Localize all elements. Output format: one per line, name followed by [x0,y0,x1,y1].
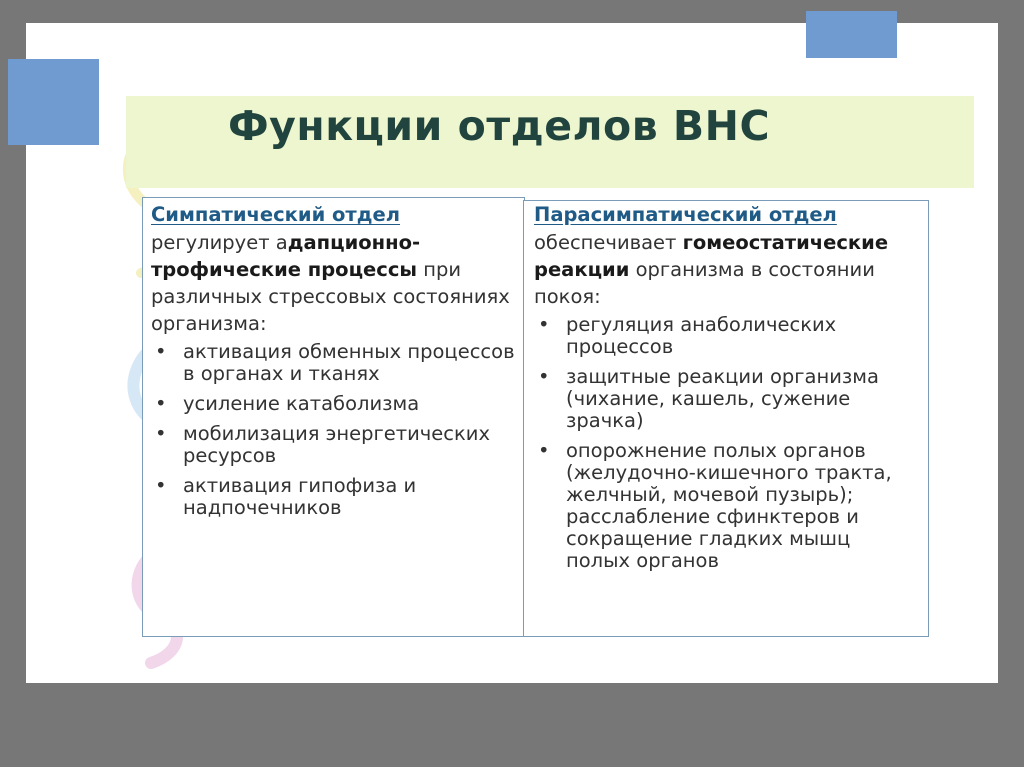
column-heading: Симпатический отдел [151,203,400,226]
blue-square-decoration [806,11,897,58]
lead-emphasis: гомеостатические реакции [534,231,889,281]
lead-text: обеспечивает [534,231,677,254]
list-item: • активация гипофиза и надпочечников [151,475,516,519]
list-item: • мобилизация энергетических ресурсов [151,423,516,467]
sympathetic-column [142,197,525,637]
list-item: • активация обменных процессов в органах и тканях [151,341,516,385]
lead-text: при различных стрессовых состояниях организма: [151,258,510,335]
lead-text: регулирует а [151,231,288,254]
list-item: • усиление катаболизма [151,393,516,415]
column-lead [151,229,516,337]
function-list [534,314,920,572]
lead-text: организма в состоянии покоя: [534,258,875,308]
list-item: • регуляция анаболических процессов [534,314,920,358]
lead-emphasis: дапционно-трофические процессы [151,231,421,281]
parasympathetic-column [523,200,929,637]
slide-title: Функции отделов ВНС [228,102,771,150]
column-heading: Парасимпатический отдел [534,203,837,226]
column-lead [534,229,920,310]
function-list [151,341,516,519]
blue-square-decoration [8,59,99,145]
list-item: • защитные реакции организма (чихание, кашель, сужение зрачка) [534,366,920,432]
list-item: • опорожнение полых органов (желудочно-кишечного тракта, желчный, мочевой пузырь); расслабление сфинктеров и сокращение гладких мышц полых органов [534,440,920,572]
